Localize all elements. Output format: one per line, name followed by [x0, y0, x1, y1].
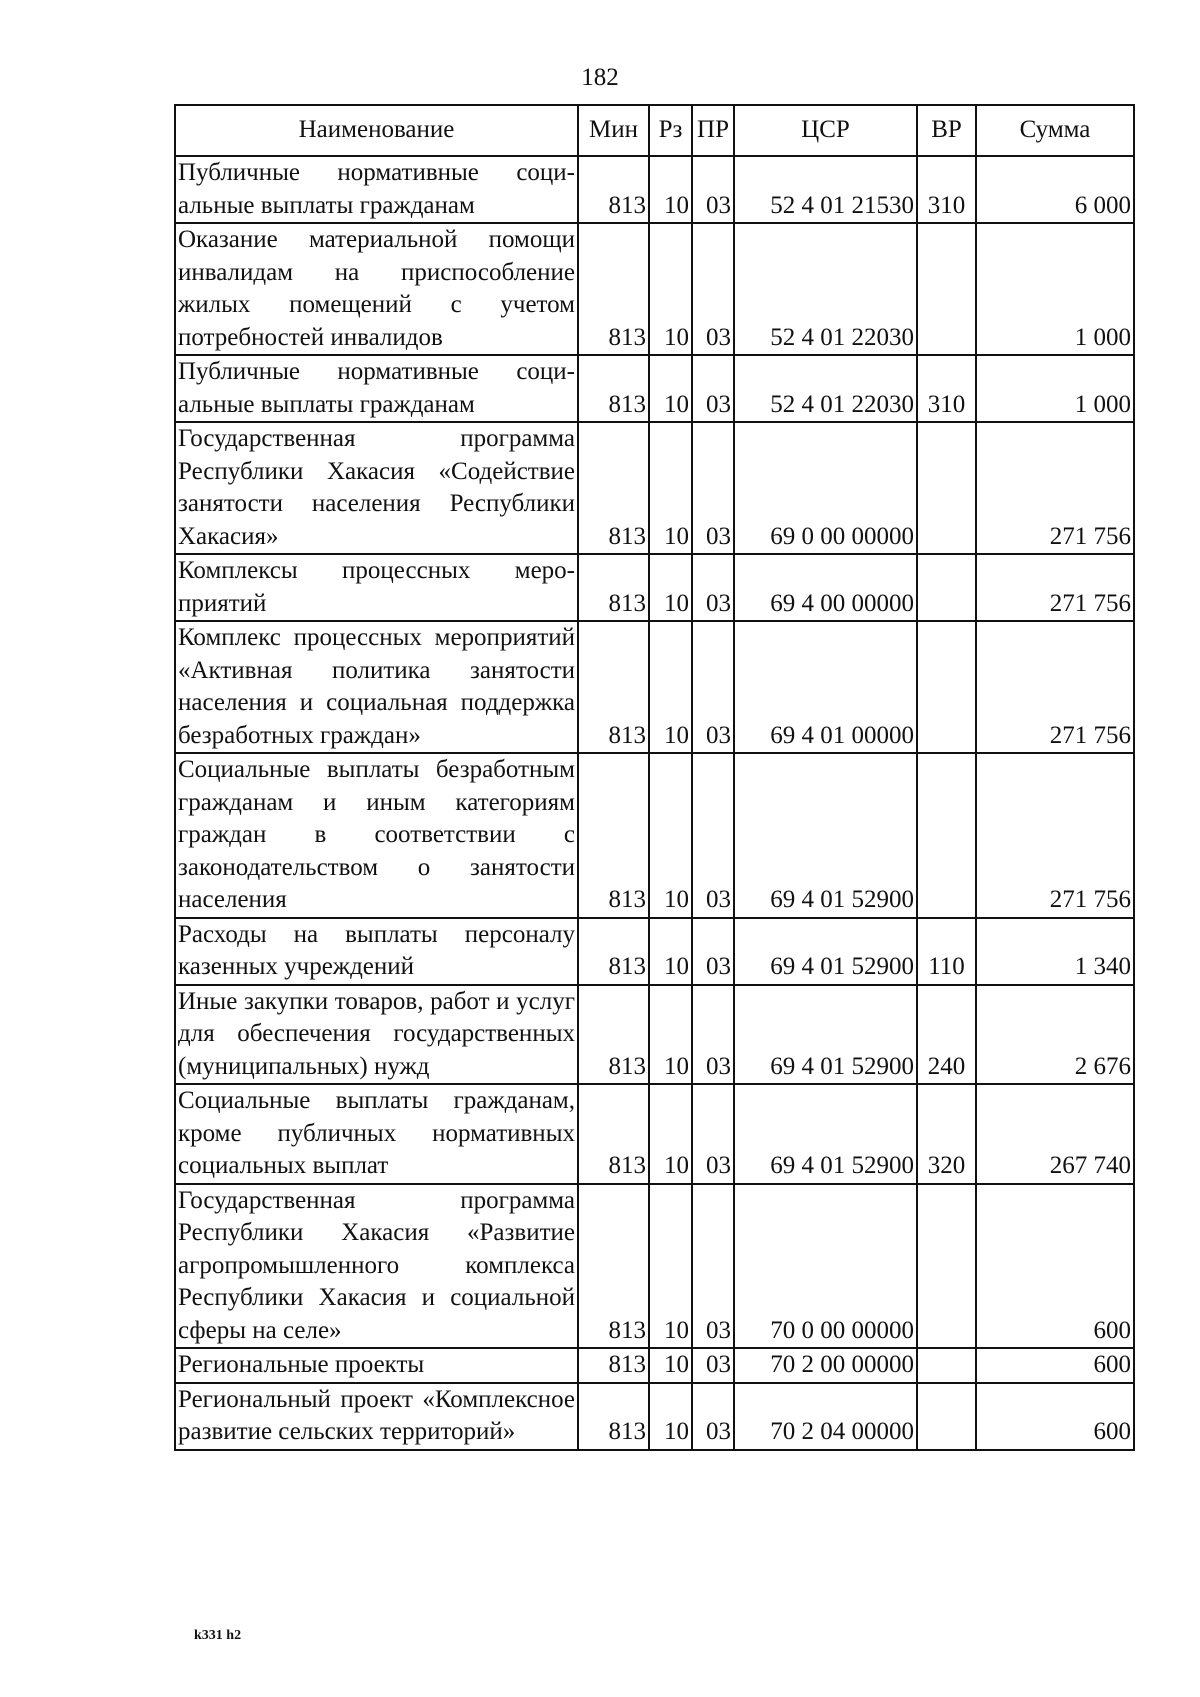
- cell-csr: 70 0 00 00000: [734, 1184, 917, 1349]
- cell-rz: 10: [649, 753, 692, 918]
- cell-name: Региональный проект «Комплексное развитие сельских территорий»: [175, 1383, 578, 1450]
- header-vr: ВР: [917, 105, 976, 156]
- cell-pr: 03: [692, 554, 734, 621]
- cell-csr: 69 4 01 52900: [734, 753, 917, 918]
- cell-csr: 69 0 00 00000: [734, 422, 917, 554]
- table-header-row: [175, 105, 1134, 156]
- cell-rz: 10: [649, 554, 692, 621]
- cell-pr: 03: [692, 156, 734, 223]
- cell-csr: 52 4 01 22030: [734, 223, 917, 355]
- cell-vr: [917, 1184, 976, 1349]
- cell-sum: 6 000: [976, 156, 1134, 223]
- cell-vr: 110: [917, 918, 976, 985]
- table-row: [175, 1184, 1134, 1349]
- cell-min: 813: [578, 1383, 649, 1450]
- cell-vr: 310: [917, 355, 976, 422]
- cell-rz: 10: [649, 621, 692, 753]
- table-row: [175, 1383, 1134, 1450]
- cell-name: Оказание материальной помощи инвалидам на приспособление жилых помещений с учетом потребностей инвалидов: [175, 223, 578, 355]
- table-row: [175, 1348, 1134, 1383]
- cell-min: 813: [578, 985, 649, 1085]
- table-row: [175, 918, 1134, 985]
- table-row: [175, 1084, 1134, 1184]
- cell-pr: 03: [692, 621, 734, 753]
- header-pr: ПР: [692, 105, 734, 156]
- cell-min: 813: [578, 1348, 649, 1383]
- cell-vr: [917, 621, 976, 753]
- cell-min: 813: [578, 918, 649, 985]
- cell-sum: 600: [976, 1348, 1134, 1383]
- table-row: [175, 985, 1134, 1085]
- cell-name: Публичные нормативные социальные выплаты гражданам: [175, 355, 578, 422]
- cell-sum: 271 756: [976, 621, 1134, 753]
- footer-code: k331 h2: [194, 1628, 242, 1643]
- cell-sum: 271 756: [976, 554, 1134, 621]
- cell-pr: 03: [692, 1184, 734, 1349]
- table-row: [175, 156, 1134, 223]
- cell-pr: 03: [692, 355, 734, 422]
- cell-rz: 10: [649, 156, 692, 223]
- cell-rz: 10: [649, 422, 692, 554]
- cell-vr: [917, 1348, 976, 1383]
- cell-csr: 70 2 04 00000: [734, 1383, 917, 1450]
- cell-rz: 10: [649, 1184, 692, 1349]
- cell-min: 813: [578, 156, 649, 223]
- cell-rz: 10: [649, 985, 692, 1085]
- cell-vr: [917, 554, 976, 621]
- cell-vr: 320: [917, 1084, 976, 1184]
- cell-csr: 52 4 01 21530: [734, 156, 917, 223]
- cell-sum: 1 000: [976, 355, 1134, 422]
- cell-csr: 52 4 01 22030: [734, 355, 917, 422]
- cell-sum: 267 740: [976, 1084, 1134, 1184]
- cell-name: Иные закупки товаров, работ и услуг для обеспечения государственных (муниципальных) нужд: [175, 985, 578, 1085]
- cell-csr: 69 4 01 52900: [734, 1084, 917, 1184]
- header-name: Наименование: [175, 105, 578, 156]
- cell-name: Комплексы процессных мероприятий: [175, 554, 578, 621]
- cell-csr: 70 2 00 00000: [734, 1348, 917, 1383]
- cell-pr: 03: [692, 985, 734, 1085]
- cell-min: 813: [578, 355, 649, 422]
- table-row: [175, 422, 1134, 554]
- cell-csr: 69 4 01 52900: [734, 985, 917, 1085]
- cell-csr: 69 4 00 00000: [734, 554, 917, 621]
- cell-pr: 03: [692, 1348, 734, 1383]
- cell-pr: 03: [692, 1084, 734, 1184]
- cell-sum: 1 000: [976, 223, 1134, 355]
- table-row: [175, 753, 1134, 918]
- cell-rz: 10: [649, 1348, 692, 1383]
- cell-sum: 271 756: [976, 422, 1134, 554]
- cell-vr: [917, 223, 976, 355]
- cell-min: 813: [578, 1084, 649, 1184]
- cell-vr: [917, 1383, 976, 1450]
- cell-csr: 69 4 01 00000: [734, 621, 917, 753]
- cell-min: 813: [578, 1184, 649, 1349]
- cell-sum: 600: [976, 1383, 1134, 1450]
- header-min: Мин: [578, 105, 649, 156]
- cell-rz: 10: [649, 1383, 692, 1450]
- cell-sum: 271 756: [976, 753, 1134, 918]
- cell-pr: 03: [692, 422, 734, 554]
- table-row: [175, 621, 1134, 753]
- table-row: [175, 223, 1134, 355]
- header-sum: Сумма: [976, 105, 1134, 156]
- cell-pr: 03: [692, 753, 734, 918]
- cell-name: Государственная программа Республики Хакасия «Содействие занятости населения Республики Хакасия»: [175, 422, 578, 554]
- cell-min: 813: [578, 621, 649, 753]
- cell-rz: 10: [649, 1084, 692, 1184]
- cell-name: Социальные выплаты безработным гражданам и иным категориям граждан в соответствии с законодательством о занятости населения: [175, 753, 578, 918]
- cell-pr: 03: [692, 918, 734, 985]
- cell-name: Государственная программа Республики Хакасия «Развитие агропромышленного комплекса Республики Хакасия и социальной сферы на селе»: [175, 1184, 578, 1349]
- cell-name: Региональные проекты: [175, 1348, 578, 1383]
- cell-pr: 03: [692, 1383, 734, 1450]
- header-rz: Рз: [649, 105, 692, 156]
- cell-min: 813: [578, 223, 649, 355]
- cell-csr: 69 4 01 52900: [734, 918, 917, 985]
- table-body: [175, 156, 1134, 1450]
- cell-name: Комплекс процессных мероприятий «Активная политика занятости населения и социальная поддержка безработных граждан»: [175, 621, 578, 753]
- table-row: [175, 554, 1134, 621]
- cell-min: 813: [578, 554, 649, 621]
- cell-name: Расходы на выплаты персоналу казенных учреждений: [175, 918, 578, 985]
- header-csr: ЦСР: [734, 105, 917, 156]
- cell-vr: 310: [917, 156, 976, 223]
- table-row: [175, 355, 1134, 422]
- cell-vr: [917, 753, 976, 918]
- budget-table: [174, 104, 1135, 1451]
- cell-rz: 10: [649, 355, 692, 422]
- cell-rz: 10: [649, 918, 692, 985]
- cell-pr: 03: [692, 223, 734, 355]
- cell-name: Социальные выплаты гражданам, кроме публичных нормативных социальных выплат: [175, 1084, 578, 1184]
- cell-min: 813: [578, 753, 649, 918]
- cell-name: Публичные нормативные социальные выплаты гражданам: [175, 156, 578, 223]
- cell-vr: [917, 422, 976, 554]
- cell-min: 813: [578, 422, 649, 554]
- cell-sum: 2 676: [976, 985, 1134, 1085]
- cell-sum: 600: [976, 1184, 1134, 1349]
- cell-rz: 10: [649, 223, 692, 355]
- cell-vr: 240: [917, 985, 976, 1085]
- page-number: 182: [581, 64, 619, 91]
- cell-sum: 1 340: [976, 918, 1134, 985]
